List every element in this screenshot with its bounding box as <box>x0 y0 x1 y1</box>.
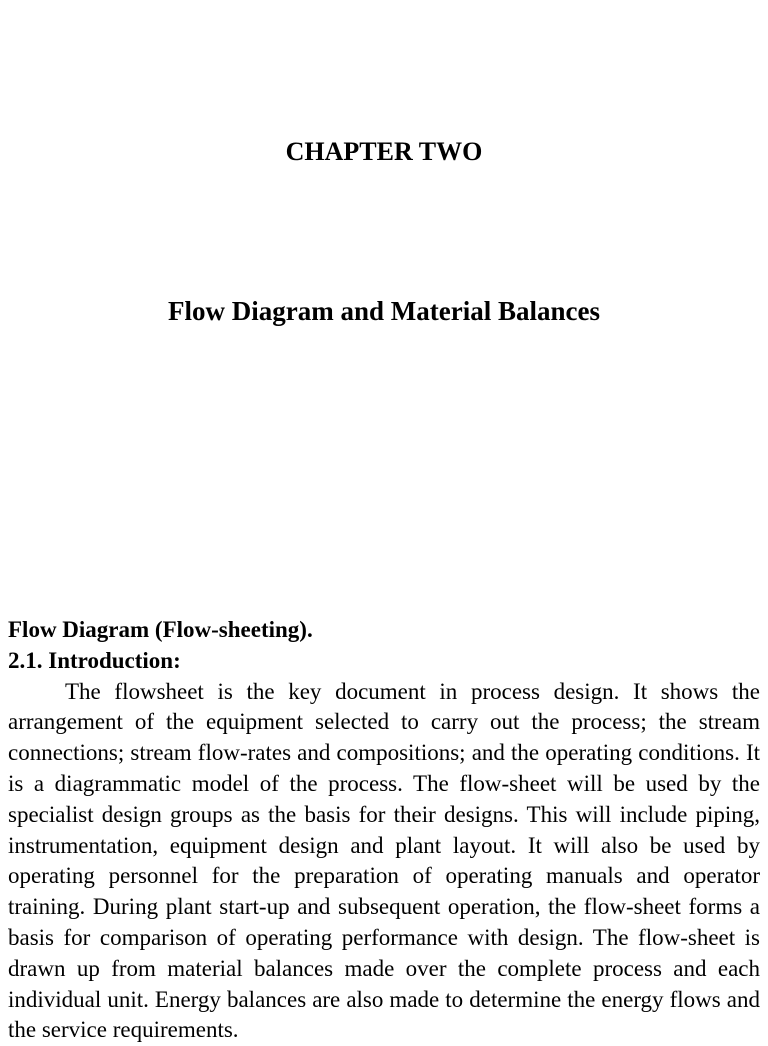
section-introduction <box>8 615 760 1046</box>
body-paragraph: The flowsheet is the key document in process design. It shows the arrangement of the equipment selected to carry out the process; the stream connections; stream flow-rates and compositions; and the operating conditions. It is a diagrammatic model of the process. The flow-sheet will be used by the specialist design groups as the basis for their designs. This will include piping, instrumentation, equipment design and plant layout. It will also be used by operating personnel for the preparation of operating manuals and operator training. During plant start-up and subsequent operation, the flow-sheet forms a basis for comparison of operating performance with design. The flow-sheet is drawn up from material balances made over the complete process and each individual unit. Energy balances are also made to determine the energy flows and the service requirements. <box>8 678 760 1043</box>
section-heading: Flow Diagram (Flow-sheeting). <box>8 617 313 642</box>
chapter-label: CHAPTER TWO <box>285 137 483 166</box>
section-subheading: 2.1. Introduction: <box>8 647 181 673</box>
chapter-title: Flow Diagram and Material Balances <box>168 296 600 326</box>
